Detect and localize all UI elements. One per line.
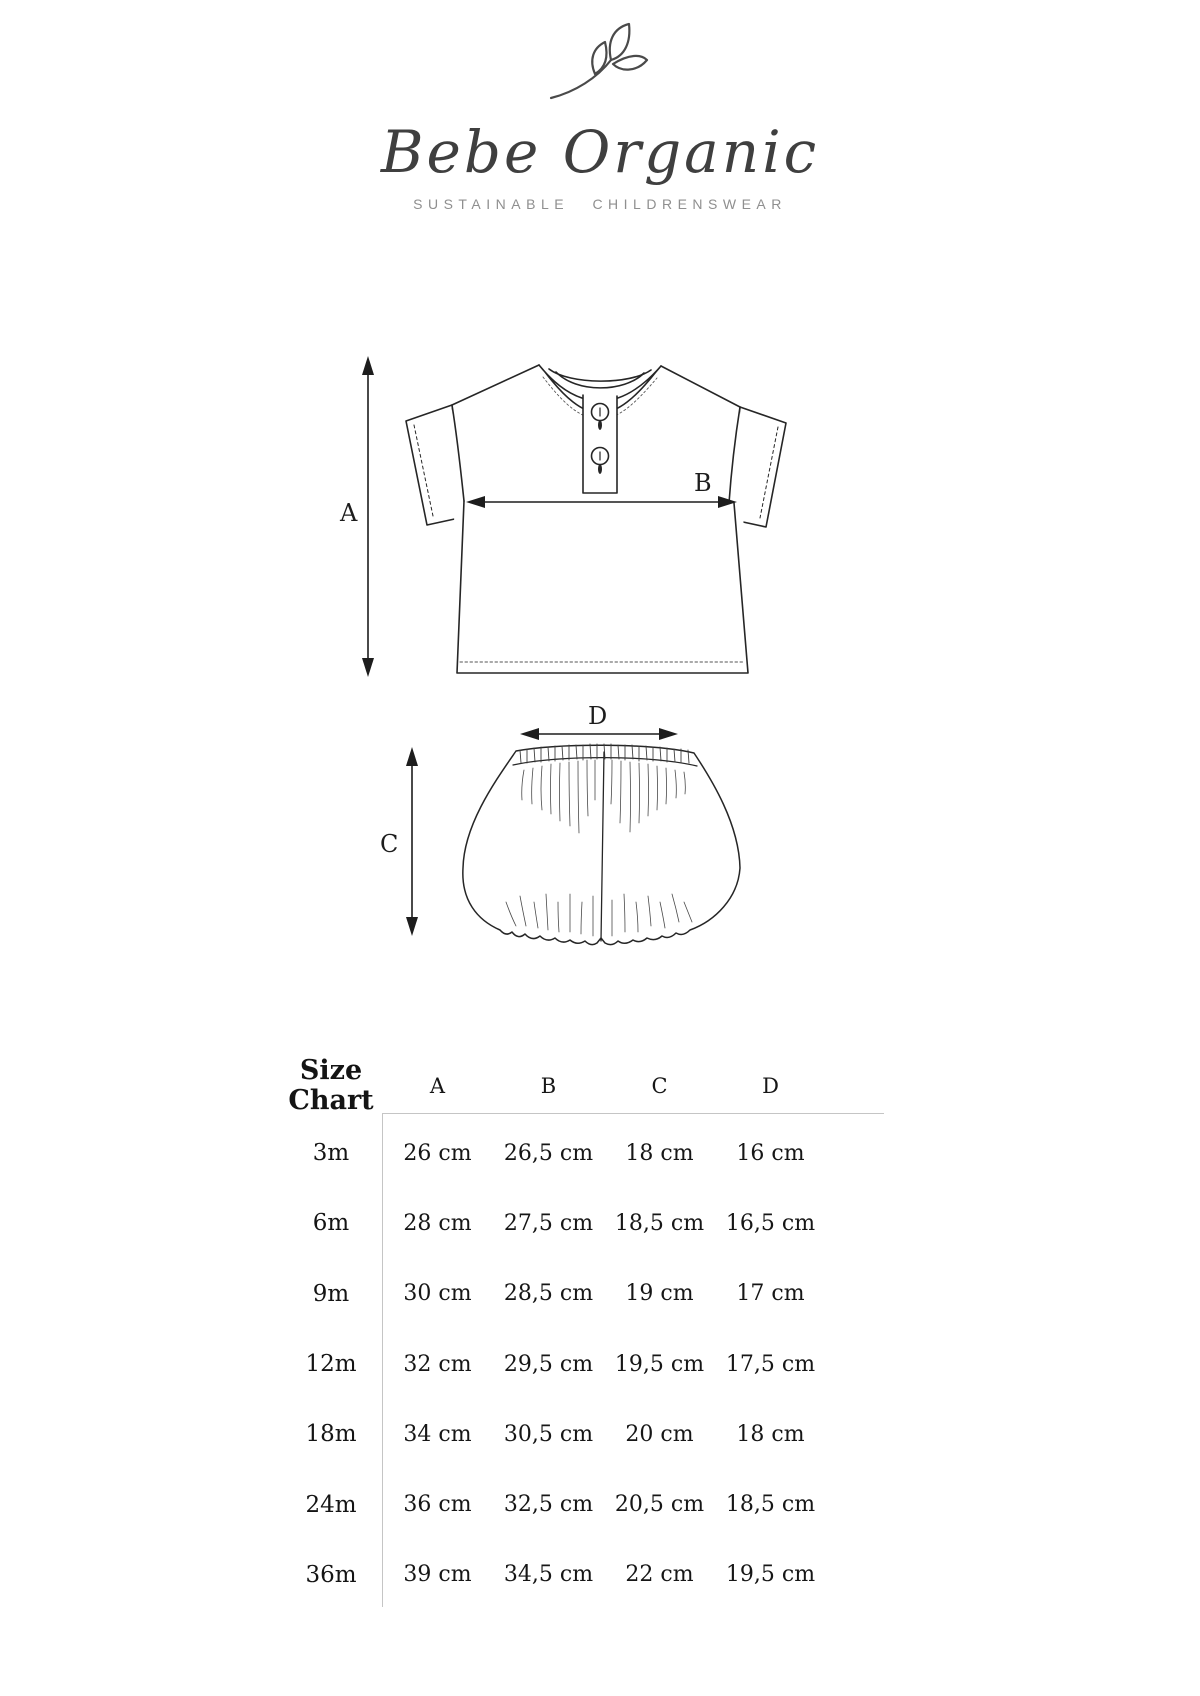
leaf-branch-icon [545, 22, 650, 104]
value-a: 30 cm [403, 1281, 472, 1307]
value-d: 16,5 cm [725, 1210, 816, 1236]
table-body [280, 1118, 900, 1610]
value-a: 26 cm [403, 1140, 472, 1166]
value-b: 32,5 cm [503, 1492, 594, 1518]
value-c: 22 cm [625, 1562, 694, 1588]
brand-tagline: SUSTAINABLE CHILDRENSWEAR [413, 196, 787, 212]
value-a: 32 cm [403, 1351, 472, 1377]
value-b: 29,5 cm [503, 1351, 594, 1377]
value-b: 26,5 cm [503, 1140, 594, 1166]
table-row [280, 1469, 900, 1539]
bloomers-line-art [463, 744, 740, 945]
value-a: 28 cm [403, 1210, 472, 1236]
shirt-line-art [406, 365, 786, 673]
table-title: Size Chart [288, 1055, 374, 1116]
value-c: 19 cm [625, 1281, 694, 1307]
value-d: 18 cm [736, 1421, 805, 1447]
value-a: 34 cm [403, 1421, 472, 1447]
value-c: 20,5 cm [614, 1492, 705, 1518]
value-b: 28,5 cm [503, 1281, 594, 1307]
label-a: A [340, 499, 358, 527]
value-d: 19,5 cm [725, 1562, 816, 1588]
table-row [280, 1118, 900, 1188]
value-d: 16 cm [736, 1140, 805, 1166]
brand-logo-text: Bebe Organic [380, 118, 820, 186]
value-b: 27,5 cm [503, 1210, 594, 1236]
value-d: 17 cm [736, 1281, 805, 1307]
label-c: C [380, 830, 399, 858]
size-label: 12m [305, 1351, 357, 1378]
measure-arrow-a [362, 356, 374, 677]
size-chart-table [280, 1048, 900, 1610]
size-label: 24m [305, 1491, 357, 1518]
table-row [280, 1540, 900, 1610]
table-header-row [280, 1056, 900, 1116]
value-c: 18,5 cm [614, 1210, 705, 1236]
column-header-b: B [540, 1074, 557, 1098]
button-placket [583, 395, 617, 493]
table-row [280, 1399, 900, 1469]
value-c: 20 cm [625, 1421, 694, 1447]
size-label: 9m [312, 1280, 350, 1307]
column-header-a: A [429, 1074, 446, 1098]
column-header-c: C [651, 1074, 668, 1098]
label-b: B [694, 469, 712, 497]
value-d: 18,5 cm [725, 1492, 816, 1518]
measure-arrow-c [406, 747, 418, 936]
size-label: 36m [305, 1561, 357, 1588]
shirt-diagram [330, 325, 800, 690]
value-a: 39 cm [403, 1562, 472, 1588]
value-d: 17,5 cm [725, 1351, 816, 1377]
value-a: 36 cm [403, 1492, 472, 1518]
size-label: 18m [305, 1421, 357, 1448]
value-b: 30,5 cm [503, 1421, 594, 1447]
label-d: D [588, 702, 608, 730]
column-header-d: D [762, 1074, 779, 1098]
size-label: 6m [312, 1210, 350, 1237]
size-label: 3m [312, 1140, 350, 1167]
table-row [280, 1259, 900, 1329]
table-row [280, 1188, 900, 1258]
bloomers-diagram [350, 650, 760, 950]
value-c: 18 cm [625, 1140, 694, 1166]
value-b: 34,5 cm [503, 1562, 594, 1588]
value-c: 19,5 cm [614, 1351, 705, 1377]
table-row [280, 1329, 900, 1399]
